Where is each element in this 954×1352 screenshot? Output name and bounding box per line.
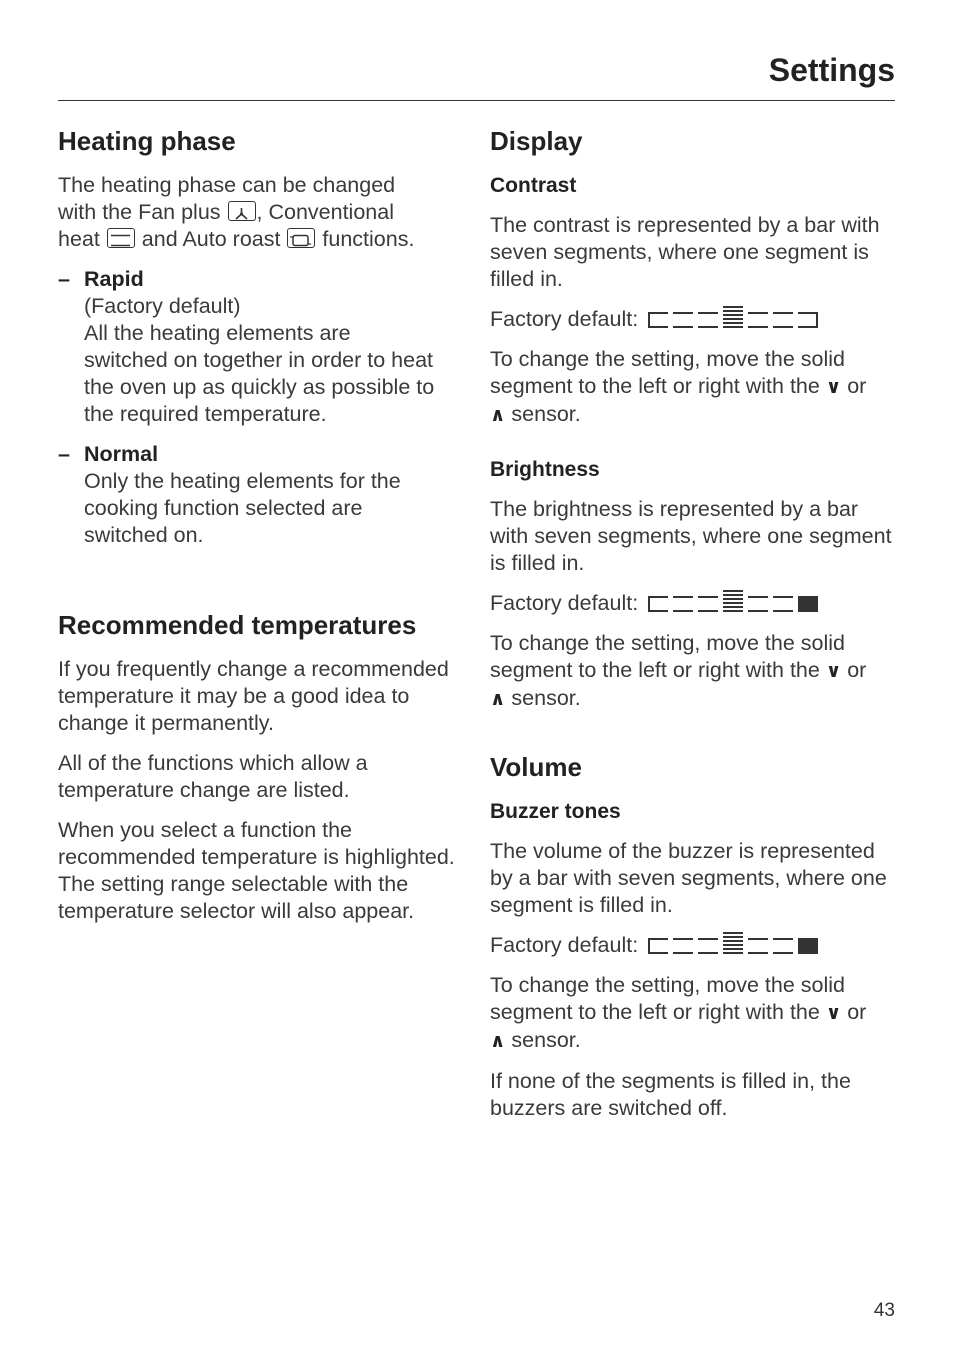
list-dash: –: [58, 267, 70, 291]
list-line: switched on together in order to heat: [84, 348, 433, 372]
segment-filled: [723, 590, 743, 612]
buzzer-factory-default: Factory default:: [490, 932, 900, 959]
contrast-change-instruction: To change the setting, move the solid segment to the left or right with the ∨ or ∧ sensor.: [490, 347, 867, 426]
volume-section: [490, 750, 900, 1122]
contrast-factory-default: Factory default:: [490, 306, 900, 333]
section-spacer: [58, 562, 466, 608]
recommended-paragraph-1: If you frequently change a recommended temperature it may be a good idea to change it permanently.: [58, 657, 449, 735]
brightness-description: The brightness is represented by a bar with seven segments, where one segment is filled in.: [490, 497, 892, 575]
term-normal: Normal: [84, 442, 159, 466]
list-line: (Factory default): [84, 294, 241, 318]
list-line: switched on.: [84, 523, 204, 547]
recommended-temperatures-section: [58, 608, 466, 925]
segment-end: [798, 596, 818, 612]
recommended-paragraph-3: When you select a function the recommended temperature is highlighted. The setting range selectable with the temperature selector will also appear.: [58, 818, 455, 923]
volume-heading: Volume: [490, 752, 582, 782]
segment: [648, 596, 668, 612]
segment: [648, 312, 668, 328]
list-line: the required temperature.: [84, 402, 327, 426]
segment: [748, 312, 768, 328]
display-section: [490, 124, 900, 713]
display-heading: Display: [490, 126, 583, 156]
segment-end: [798, 938, 818, 954]
term-rapid: Rapid: [84, 267, 144, 291]
recommended-temperatures-heading: Recommended temperatures: [58, 610, 417, 640]
page-title: Settings: [768, 52, 895, 88]
segment: [773, 596, 793, 612]
buzzer-description: The volume of the buzzer is represented by a bar with seven segments, where one segment is filled in.: [490, 839, 887, 917]
segment: [673, 596, 693, 612]
list-item-normal: [58, 441, 466, 549]
segment: [673, 938, 693, 954]
contrast-segment-bar: [648, 306, 818, 328]
page-header: [58, 48, 895, 101]
recommended-paragraph-2: All of the functions which allow a temperature change are listed.: [58, 751, 368, 802]
section-spacer: [490, 726, 900, 750]
list-line: All the heating elements are: [84, 321, 351, 345]
list-item-rapid: [58, 266, 466, 428]
segment: [698, 312, 718, 328]
segment: [748, 938, 768, 954]
list-line: the oven up as quickly as possible to: [84, 375, 435, 399]
heating-phase-heading: Heating phase: [58, 126, 236, 156]
segment: [773, 312, 793, 328]
segment: [673, 312, 693, 328]
brightness-factory-default: Factory default:: [490, 590, 900, 617]
buzzer-tones-heading: Buzzer tones: [490, 800, 621, 823]
up-arrow-icon: ∧: [490, 1031, 506, 1052]
segment: [698, 596, 718, 612]
up-arrow-icon: ∧: [490, 689, 506, 710]
segment-filled: [723, 306, 743, 328]
contrast-description: The contrast is represented by a bar with seven segments, where one segment is filled in.: [490, 213, 880, 291]
list-dash: –: [58, 442, 70, 466]
down-arrow-icon: ∨: [825, 1003, 842, 1024]
brightness-heading: Brightness: [490, 458, 600, 481]
down-arrow-icon: ∨: [825, 377, 842, 398]
fan-plus-icon: [228, 201, 256, 221]
page-number: 43: [873, 1300, 895, 1321]
auto-roast-icon: [287, 228, 315, 248]
segment: [773, 938, 793, 954]
buzzer-segment-bar: [648, 932, 818, 954]
conventional-heat-icon: [107, 228, 135, 248]
right-column: [490, 124, 900, 1135]
left-column: [58, 124, 466, 938]
brightness-change-instruction: To change the setting, move the solid segment to the left or right with the ∨ or ∧ sensor.: [490, 631, 867, 710]
brightness-segment-bar: [648, 590, 818, 612]
segment: [748, 596, 768, 612]
list-line: cooking function selected are: [84, 496, 363, 520]
contrast-heading: Contrast: [490, 174, 577, 197]
segment: [648, 938, 668, 954]
buzzer-off-note: If none of the segments is filled in, the buzzers are switched off.: [490, 1069, 851, 1120]
segment: [698, 938, 718, 954]
heating-phase-section: [58, 124, 466, 549]
buzzer-change-instruction: To change the setting, move the solid segment to the left or right with the ∨ or ∧ sensor.: [490, 973, 867, 1052]
list-line: Only the heating elements for the: [84, 469, 401, 493]
segment-filled: [723, 932, 743, 954]
up-arrow-icon: ∧: [490, 405, 506, 426]
heating-phase-intro: The heating phase can be changed with the Fan plus , Conventional heat and Auto roast functions.: [58, 173, 415, 251]
down-arrow-icon: ∨: [825, 661, 842, 682]
segment: [798, 312, 818, 328]
